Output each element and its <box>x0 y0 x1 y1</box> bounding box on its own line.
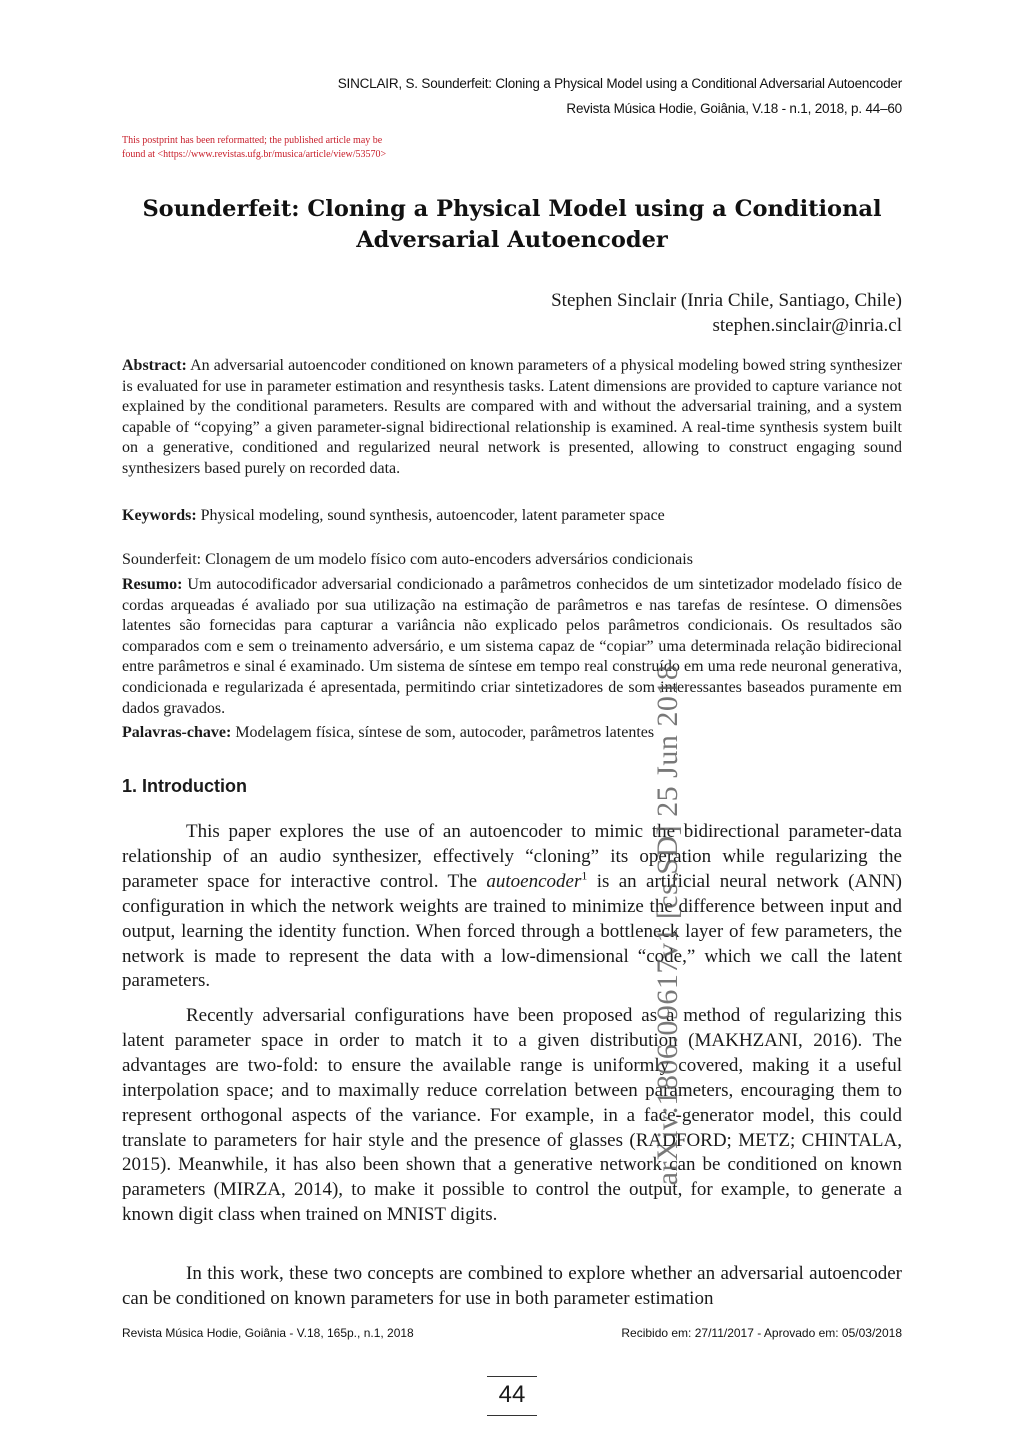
paper-title <box>122 194 902 256</box>
portuguese-title: Sounderfeit: Clonagem de um modelo físico com auto-encoders adversários condicionais <box>122 551 693 568</box>
intro-p2-text: Recently adversarial configurations have been proposed as a method of regularizing this latent parameter space in order to match it to a given distribution (MAKHZANI, 2016). The advantages are two-fold: to ensure the available range is uniformly covered, making it a useful interpolation space; and to maximally reduce correlation between parameters, encouraging them to represent orthogonal aspects of the variance. For example, in a face-generator model, this could translate to parameters for hair style and the presence of glasses (RADFORD; METZ; CHINTALA, 2015). Meanwhile, it has also been shown that a generative network can be conditioned on known parameters (MIRZA, 2014), to make it possible to control the output, for example, to generate a known digit class when trained on MNIST digits. <box>122 1005 902 1226</box>
palavras-chave-label: Palavras-chave: <box>122 724 232 741</box>
author-email[interactable]: stephen.sinclair@inria.cl <box>712 315 902 336</box>
intro-p1-end: is an artificial neural network (ANN) configuration in which the network weights are trained to minimize the difference between input and output, learning the identity function. When forced through a bottleneck layer of few parameters, the network is made to represent the data with a low-dimensional “code,” which we call the latent parameters. <box>122 870 902 992</box>
intro-p1-term: autoencoder <box>486 870 582 892</box>
intro-p1-start: This paper explores the use of an autoencoder to mimic the bidirectional parameter-data relationship of an audio synthesizer, effectively “cloning” its operation while regularizing the parameter space for interactive control. The <box>122 821 902 892</box>
paper-title-line1: Sounderfeit: Cloning a Physical Model using a Conditional <box>142 196 882 222</box>
resumo-text: Um autocodificador adversarial condicionado a parâmetros conhecidos de um sintetizador modelado físico de cordas arqueadas é avaliado por sua utilização na estimação de parâmetros e nas tarefas de resíntese. O dimensões latentes são fornecidas para capturar a variância não explicado pelos parâmetros condicionais. Os resultados são comparados com e sem o treinamento adversário, e um sistema capaz de “copiar” uma determinada relação bidirecional entre parâmetros e sinal é examinado. Um sistema de síntese em tempo real construído em uma rede neuronal generativa, condicionada e regularizada é apresentada, permitindo criar sintetizadores de som interessantes baseados puramente em dados gravados. <box>122 576 903 717</box>
resumo <box>122 575 902 719</box>
author-block <box>551 288 902 338</box>
running-header-journal: Revista Música Hodie, Goiânia, V.18 - n.1, 2018, p. 44–60 <box>566 101 902 116</box>
palavras-chave-text: Modelagem física, síntese de som, autocoder, parâmetros latentes <box>235 724 655 741</box>
intro-p3-text: In this work, these two concepts are combined to explore whether an adversarial autoencoder can be conditioned on known parameters for use in both parameter estimation <box>122 1263 902 1309</box>
resumo-label: Resumo: <box>122 576 183 593</box>
paper-title-line2: Adversarial Autoencoder <box>356 227 668 253</box>
section-heading-introduction: 1. Introduction <box>122 776 247 796</box>
arxiv-watermark: arXiv:1806.09617v1 [cs.SD] 25 Jun 2018 <box>651 664 684 1186</box>
abstract <box>122 356 902 480</box>
postprint-notice <box>122 134 462 162</box>
footer-dates: Recibido em: 27/11/2017 - Aprovado em: 05/03/2018 <box>621 1326 902 1340</box>
page-number: 44 <box>487 1376 537 1416</box>
intro-paragraph-1 <box>122 820 902 994</box>
footer-journal: Revista Música Hodie, Goiânia - V.18, 165p., n.1, 2018 <box>122 1326 414 1340</box>
keywords-text: Physical modeling, sound synthesis, autoencoder, latent parameter space <box>200 507 665 524</box>
abstract-label: Abstract: <box>122 357 187 374</box>
intro-paragraph-2 <box>122 1004 902 1228</box>
running-header-citation: SINCLAIR, S. Sounderfeit: Cloning a Physical Model using a Conditional Adversarial Autoencoder <box>337 76 902 91</box>
abstract-text: An adversarial autoencoder conditioned on known parameters of a physical modeling bowed string synthesizer is evaluated for use in parameter estimation and resynthesis tasks. Latent dimensions are provided to capture variance not explained by the conditional parameters. Results are compared with and without the adversarial training, and a system capable of “copying” a given parameter-signal bidirectional relationship is examined. A real-time synthesis system built on a generative, conditioned and regularized neural network is presented, allowing to construct engaging sound synthesizers based purely on recorded data. <box>122 357 902 477</box>
footnote-marker[interactable]: 1 <box>581 868 588 883</box>
intro-paragraph-3 <box>122 1262 902 1312</box>
keywords-label: Keywords: <box>122 507 197 524</box>
keywords <box>122 506 902 527</box>
author-name: Stephen Sinclair (Inria Chile, Santiago, Chile) <box>551 290 902 311</box>
postprint-notice-line2: found at <https://www.revistas.ufg.br/musica/article/view/53570> <box>122 149 387 160</box>
palavras-chave <box>122 723 902 744</box>
postprint-notice-line1: This postprint has been reformatted; the published article may be <box>122 135 383 146</box>
